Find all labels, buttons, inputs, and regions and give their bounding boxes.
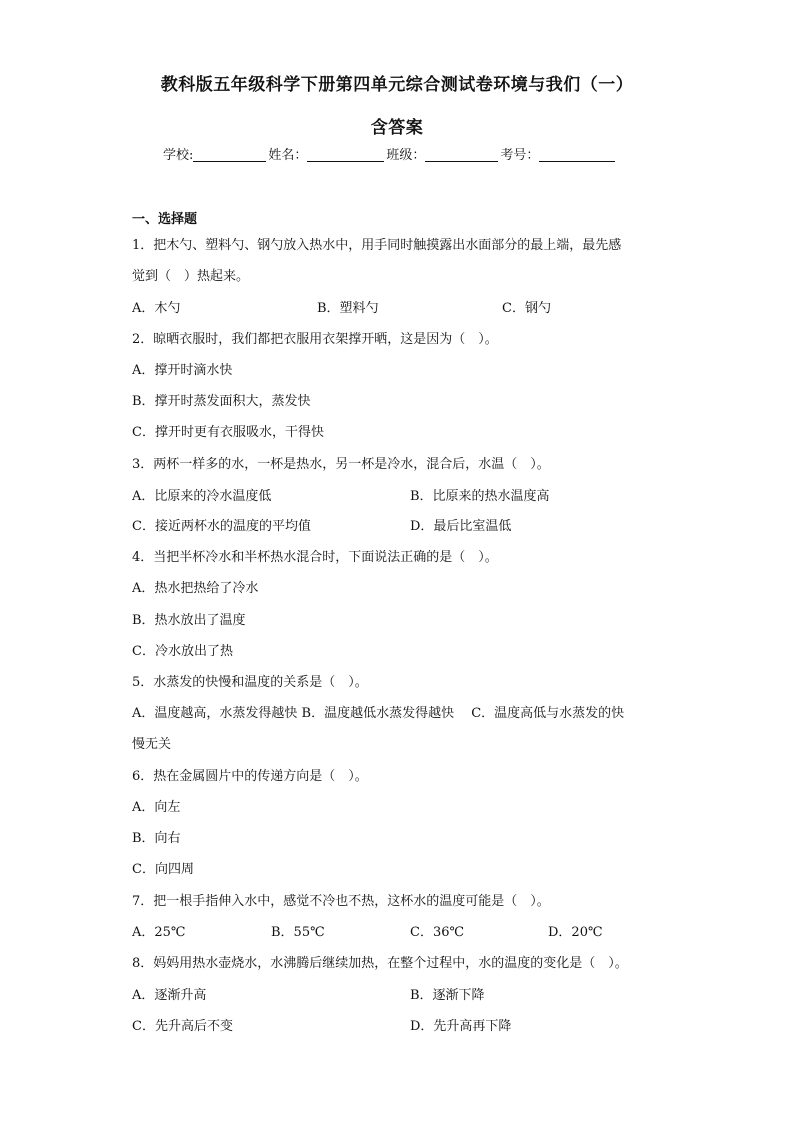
school-label: 学校:	[163, 148, 194, 163]
question-5-options-line2[interactable]: 慢无关	[132, 737, 172, 752]
name-blank[interactable]	[307, 147, 384, 162]
question-8-option-a[interactable]: A．逐渐升高	[132, 988, 207, 1003]
question-7-stem: 7．把一根手指伸入水中，感觉不冷也不热，这杯水的温度可能是（ ）。	[132, 894, 550, 909]
class-blank[interactable]	[425, 147, 498, 162]
question-1-stem-line1: 1．把木勺、塑料勺、钢勺放入热水中，用手同时触摸露出水面部分的最上端，最先感	[132, 238, 622, 253]
exam-title-line2: 含答案	[370, 118, 424, 138]
question-4-option-b[interactable]: B．热水放出了温度	[132, 613, 246, 628]
question-3-option-c[interactable]: C．接近两杯水的温度的平均值	[132, 519, 311, 534]
question-6-option-a[interactable]: A．向左	[132, 800, 181, 815]
question-3-option-a[interactable]: A．比原来的冷水温度低	[132, 489, 272, 504]
class-label: 班级：	[386, 148, 426, 163]
student-info-row	[163, 144, 617, 163]
question-2-option-b[interactable]: B．撑开时蒸发面积大，蒸发快	[132, 394, 311, 409]
question-8-option-d[interactable]: D．先升高再下降	[410, 1019, 512, 1034]
question-7-option-d[interactable]: D．20℃	[548, 925, 603, 940]
school-blank[interactable]	[193, 147, 266, 162]
question-1-option-c[interactable]: C．钢勺	[502, 301, 551, 316]
question-8-option-b[interactable]: B．逐渐下降	[410, 988, 485, 1003]
question-3-stem: 3．两杯一样多的水，一杯是热水，另一杯是冷水，混合后，水温（ ）。	[132, 457, 550, 472]
name-label: 姓名：	[268, 148, 308, 163]
question-6-option-c[interactable]: C．向四周	[132, 862, 194, 877]
question-6-option-b[interactable]: B．向右	[132, 831, 181, 846]
question-4-option-c[interactable]: C．冷水放出了热	[132, 644, 233, 659]
question-5-stem: 5．水蒸发的快慢和温度的关系是（ ）。	[132, 675, 368, 690]
question-4-stem: 4．当把半杯冷水和半杯热水混合时，下面说法正确的是（ ）。	[132, 550, 498, 565]
exam-title-line1: 教科版五年级科学下册第四单元综合测试卷环境与我们（一）	[160, 75, 634, 95]
question-2-stem: 2．晾晒衣服时，我们都把衣服用衣架撑开晒，这是因为（ ）。	[132, 332, 498, 347]
question-7-option-b[interactable]: B．55℃	[271, 925, 325, 940]
question-7-option-a[interactable]: A．25℃	[132, 925, 186, 940]
question-7-option-c[interactable]: C．36℃	[410, 925, 465, 940]
question-1-option-a[interactable]: A．木勺	[132, 301, 181, 316]
question-8-stem: 8．妈妈用热水壶烧水，水沸腾后继续加热，在整个过程中，水的温度的变化是（ ）。	[132, 956, 628, 971]
question-5-options-line1[interactable]: A．温度越高，水蒸发得越快 B．温度越低水蒸发得越快 C．温度高低与水蒸发的快	[132, 706, 625, 721]
question-6-stem: 6．热在金属圆片中的传递方向是（ ）。	[132, 769, 368, 784]
question-4-option-a[interactable]: A．热水把热给了冷水	[132, 581, 259, 596]
question-2-option-a[interactable]: A．撑开时滴水快	[132, 363, 233, 378]
exam-no-blank[interactable]	[539, 147, 615, 162]
question-2-option-c[interactable]: C．撑开时更有衣服吸水，干得快	[132, 425, 324, 440]
exam-no-label: 考号：	[500, 148, 540, 163]
question-1-stem-line2: 觉到（ ）热起来。	[132, 269, 250, 284]
question-1-option-b[interactable]: B．塑料勺	[317, 301, 379, 316]
question-8-option-c[interactable]: C．先升高后不变	[132, 1019, 233, 1034]
question-3-option-d[interactable]: D．最后比室温低	[410, 519, 512, 534]
section-title: 一、选择题	[132, 212, 198, 227]
question-3-option-b[interactable]: B．比原来的热水温度高	[410, 489, 550, 504]
